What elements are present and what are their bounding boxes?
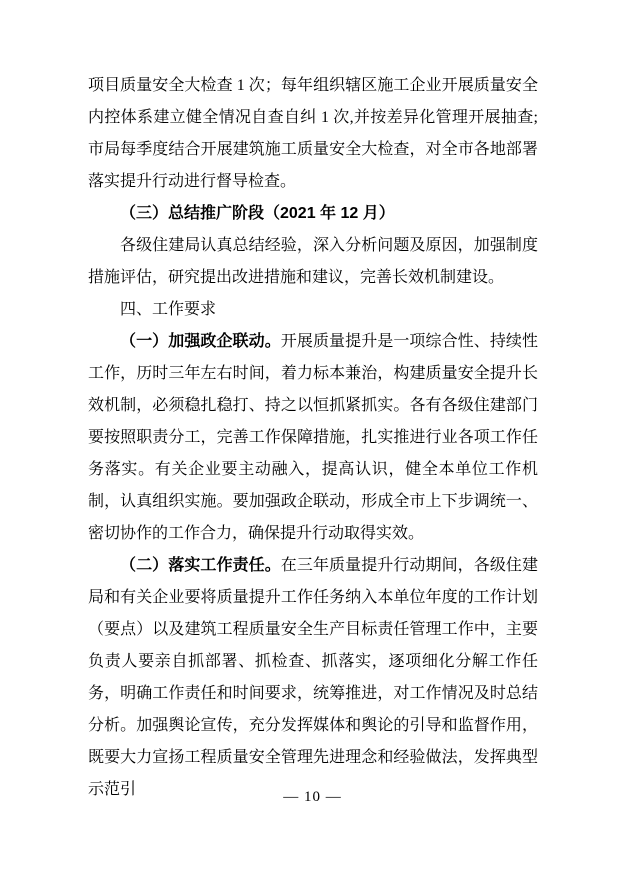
page-number: [0, 789, 625, 806]
text-run: 各级住建局认真总结经验，深入分析问题及原因，加强制度措施评估，研究提出改进措施和建议，完善长效机制建设。: [88, 237, 538, 286]
paragraph-lead-bold: （二）落实工作责任。: [120, 557, 281, 574]
text-run: 在三年质量提升行动期间，各级住建局和有关企业要将质量提升工作任务纳入本单位年度的工作计划（要点）以及建筑工程质量安全生产目标责任管理工作中，主要负责人要亲自抓部署、抓检查、抓落实，逐项细化分解工作任务，明确工作责任和时间要求，统筹推进，对工作情况及时总结分析。加强舆论宣传，充分发挥媒体和舆论的引导和监督作用，既要大力宣扬工程质量安全管理先进理念和经验做法，发挥典型示范引: [88, 557, 538, 798]
section-heading-text: 四、工作要求: [120, 301, 217, 318]
paragraph: [88, 550, 538, 806]
paragraph-lead-bold: （一）加强政企联动。: [120, 333, 281, 350]
page-number-label: — 10 —: [283, 789, 342, 805]
paragraph-continued: [88, 70, 538, 198]
section-heading-3: [88, 198, 538, 230]
text-run: 开展质量提升是一项综合性、持续性工作，历时三年左右时间，着力标本兼治，构建质量安全提升长效机制，必须稳扎稳打、持之以恒抓紧抓实。各有各级住建部门要按照职责分工，完善工作保障措施，扎实推进行业各项工作任务落实。有关企业要主动融入，提高认识，健全本单位工作机制，认真组织实施。要加强政企联动，形成全市上下步调统一、密切协作的工作合力，确保提升行动取得实效。: [88, 333, 538, 542]
paragraph: [88, 326, 538, 550]
section-heading-text: （三）总结推广阶段（2021 年 12 月）: [120, 205, 395, 222]
section-heading-4: [88, 294, 538, 326]
document-body: [88, 70, 538, 806]
text-run: 项目质量安全大检查 1 次；每年组织辖区施工企业开展质量安全内控体系建立健全情况自查自纠 1 次,并按差异化管理开展抽查;市局每季度结合开展建筑施工质量安全大检查，对全市各地部署落实提升行动进行督导检查。: [88, 77, 538, 190]
paragraph: [88, 230, 538, 294]
